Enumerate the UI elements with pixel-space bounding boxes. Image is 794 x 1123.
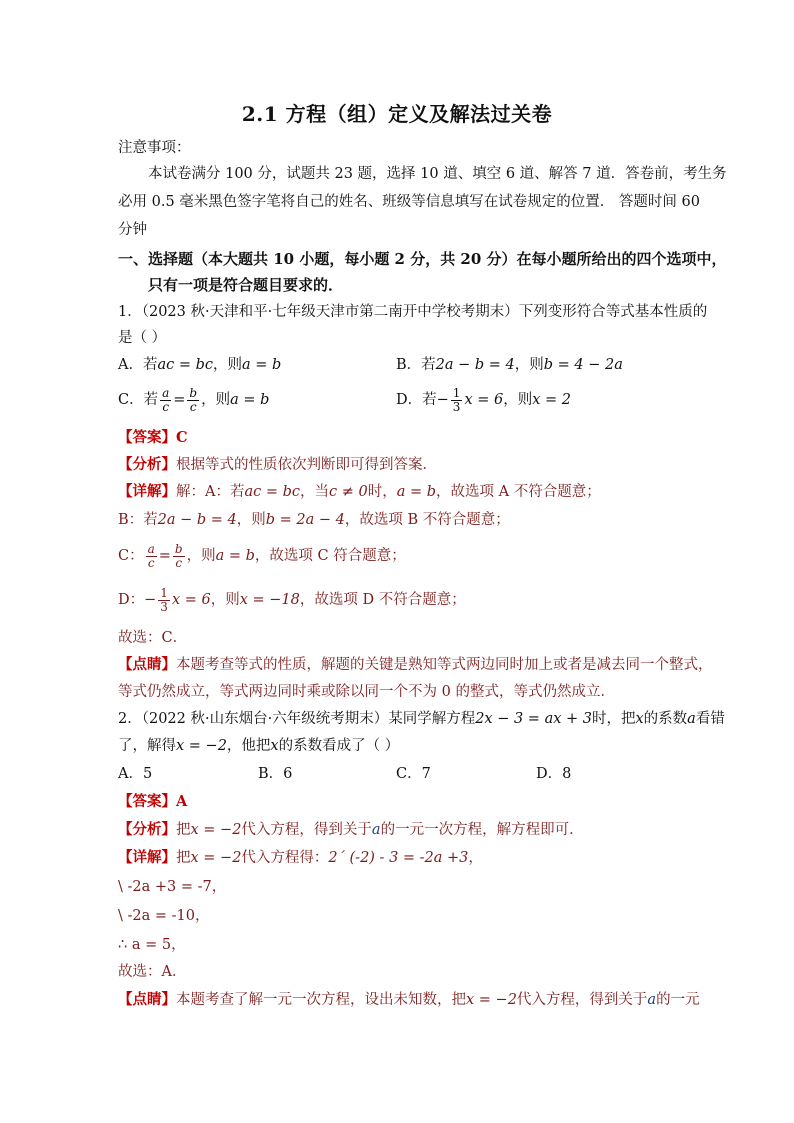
q2-step-1: \ -2a +3 = -7， bbox=[118, 879, 227, 895]
q1-comment-line-1: 【点睛】本题考查等式的性质，解题的关键是熟知等式两边同时加上或者是减去同一个整式， bbox=[118, 656, 713, 673]
q2-stem-line-2: 了，解得x = −2，他把x的系数看成了（ ） bbox=[118, 738, 400, 754]
q2-option-a: A．5 bbox=[118, 766, 153, 782]
fraction-b-over-c: $\frac{b}{c}$ bbox=[189, 385, 198, 414]
q2-option-b: B．6 bbox=[258, 766, 293, 782]
q1-choose: 故选：C． bbox=[118, 630, 188, 646]
q1-detail-c: C： $\frac{a}{c}$ = $\frac{b}{c}$ ，则a = b，故选项 C 符合题意； bbox=[118, 541, 406, 570]
q2-step-2: \ -2a = -10， bbox=[118, 908, 210, 924]
notice-line-1: 本试卷满分 100 分，试题共 23 题，选择 10 道、填空 6 道、解答 7 道．答卷前，考生务 bbox=[148, 166, 727, 182]
fraction-b-over-c: $\frac{b}{c}$ bbox=[174, 541, 183, 570]
q2-analysis: 【分析】把x = −2代入方程，得到关于a的一元一次方程，解方程即可． bbox=[118, 821, 584, 838]
fraction-a-over-c: $\frac{a}{c}$ bbox=[162, 385, 170, 414]
q1-answer: 【答案】C bbox=[118, 429, 188, 446]
q2-option-d: D．8 bbox=[536, 766, 572, 782]
q1-options-row-1 bbox=[118, 355, 678, 375]
fraction-one-third: $\frac{1}{3}$ bbox=[160, 585, 168, 614]
page-title: 2.1 方程（组）定义及解法过关卷 bbox=[241, 102, 553, 126]
q2-detail: 【详解】把x = −2代入方程得：2´ (-2) - 3 = -2a +3， bbox=[118, 849, 483, 866]
q1-options-row-2 bbox=[118, 384, 678, 416]
fraction-one-third: $\frac{1}{3}$ bbox=[452, 385, 461, 414]
notice-line-2: 必用 0.5 毫米黑色签字笔将自己的姓名、班级等信息填写在试卷规定的位置． 答题时间 60 bbox=[118, 194, 700, 210]
q1-comment-line-2: 等式仍然成立，等式两边同时乘或除以同一个不为 0 的整式，等式仍然成立． bbox=[118, 684, 615, 700]
section-heading-line-2: 只有一项是符合题目要求的． bbox=[148, 276, 344, 294]
q1-analysis: 【分析】根据等式的性质依次判断即可得到答案． bbox=[118, 456, 437, 473]
section-heading-line-1: 一、选择题（本大题共 10 小题，每小题 2 分，共 20 分）在每小题所给出的四个选项中， bbox=[118, 250, 727, 268]
q1-detail-d: D：− $\frac{1}{3}$ x = 6，则x = −18，故选项 D 不符合题意； bbox=[118, 585, 466, 614]
q1-option-c: C．若 $\frac{a}{c}$ = $\frac{b}{c}$ ，则a = b bbox=[118, 385, 270, 414]
q2-stem-line-1: 2．（2022 秋·山东烟台·六年级统考期末）某同学解方程2x − 3 = ax + 3时，把x的系数a看错 bbox=[118, 711, 725, 727]
q1-detail-a: 【详解】解：A：若ac = bc，当c ≠ 0时，a = b，故选项 A 不符合题意； bbox=[118, 483, 601, 500]
q2-step-3: ∴ a = 5， bbox=[118, 937, 186, 953]
q2-option-c: C．7 bbox=[396, 766, 431, 782]
q1-option-b: B．若2a − b = 4，则b = 4 − 2a bbox=[396, 357, 623, 373]
q2-answer: 【答案】A bbox=[118, 793, 188, 810]
notice-line-3: 分钟 bbox=[118, 222, 147, 238]
q1-detail-b: B：若2a − b = 4，则b = 2a − 4，故选项 B 不符合题意； bbox=[118, 512, 510, 528]
q1-stem-line-1: 1．（2023 秋·天津和平·七年级天津市第二南开中学校考期末）下列变形符合等式基本性质的 bbox=[118, 304, 708, 320]
q2-choose: 故选：A． bbox=[118, 964, 187, 980]
q2-comment: 【点睛】本题考查了解一元一次方程，设出未知数，把x = −2代入方程，得到关于a的一元 bbox=[118, 991, 700, 1008]
q1-option-a: A．若ac = bc，则a = b bbox=[118, 357, 282, 373]
notice-heading: 注意事项： bbox=[118, 140, 191, 156]
q1-option-d: D．若− $\frac{1}{3}$ x = 6，则x = 2 bbox=[396, 385, 571, 414]
q1-stem-line-2: 是（ ） bbox=[118, 330, 167, 346]
fraction-a-over-c: $\frac{a}{c}$ bbox=[147, 541, 155, 570]
